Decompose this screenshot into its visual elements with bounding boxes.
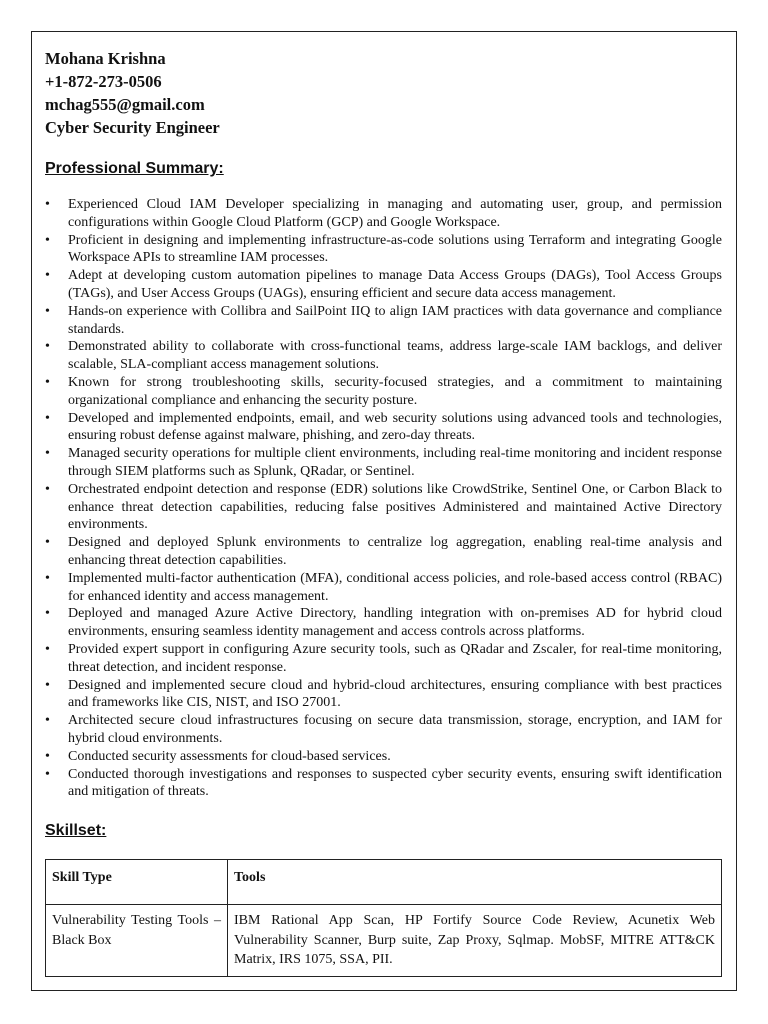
list-item xyxy=(45,677,722,713)
list-item-text: Implemented multi-factor authentication (MFA), conditional access policies, and role-based access control (RBAC) for enhanced identity and access management. xyxy=(68,570,722,604)
bullet-icon: • xyxy=(45,606,50,622)
tools-cell: IBM Rational App Scan, HP Fortify Source Code Review, Acunetix Web Vulnerability Scanner, Burp suite, Zap Proxy, Sqlmap. MobSF, MITRE ATT&CK Matrix, IRS 1075, SSA, PII. xyxy=(228,905,722,977)
table-row xyxy=(46,905,722,977)
list-item xyxy=(45,445,722,481)
list-item xyxy=(45,712,722,748)
list-item xyxy=(45,303,722,339)
candidate-email: mchag555@gmail.com xyxy=(45,95,205,114)
list-item xyxy=(45,766,722,802)
bullet-icon: • xyxy=(45,410,50,426)
list-item-text: Developed and implemented endpoints, email, and web security solutions using advanced tools and technologies, ensuring robust defense against malware, phishing, and zero-day threats. xyxy=(68,410,722,444)
list-item-text: Provided expert support in configuring Azure security tools, such as QRadar and Zscaler, for real-time monitoring, threat detection, and incident response. xyxy=(68,641,722,675)
bullet-icon: • xyxy=(45,766,50,782)
bullet-icon: • xyxy=(45,535,50,551)
list-item xyxy=(45,570,722,606)
list-item-text: Orchestrated endpoint detection and response (EDR) solutions like CrowdStrike, Sentinel One, or Carbon Black to enhance threat detection capabilities, reducing false positives Administered and maintained Active Directory environments. xyxy=(68,481,722,533)
skills-table xyxy=(45,859,722,977)
list-item xyxy=(45,481,722,534)
list-item-text: Conducted thorough investigations and responses to suspected cyber security events, ensuring swift identification and mitigation of threats. xyxy=(68,766,722,800)
resume-content xyxy=(45,47,722,977)
skillset-heading: Skillset: xyxy=(45,822,107,840)
list-item xyxy=(45,374,722,410)
summary-list xyxy=(45,196,722,801)
bullet-icon: • xyxy=(45,374,50,390)
bullet-icon: • xyxy=(45,713,50,729)
list-item-text: Managed security operations for multiple client environments, including real-time monitoring and incident response through SIEM platforms such as Splunk, QRadar, or Sentinel. xyxy=(68,446,722,479)
list-item-text: Demonstrated ability to collaborate with cross-functional teams, address large-scale IAM backlogs, and deliver scalable, SLA-compliant access management solutions. xyxy=(68,339,722,373)
list-item xyxy=(45,605,722,641)
candidate-name: Mohana Krishna xyxy=(45,49,166,68)
candidate-phone: +1-872-273-0506 xyxy=(45,72,162,91)
list-item xyxy=(45,641,722,677)
list-item xyxy=(45,196,722,232)
list-item-text: Hands-on experience with Collibra and SailPoint IIQ to align IAM practices with data governance and compliance standards. xyxy=(68,303,722,337)
bullet-icon: • xyxy=(45,748,50,764)
list-item-text: Proficient in designing and implementing infrastructure-as-code solutions using Terraform and integrating Google Workspace APIs to streamline IAM processes. xyxy=(68,232,722,266)
bullet-icon: • xyxy=(45,232,50,248)
list-item-text: Designed and implemented secure cloud and hybrid-cloud architectures, ensuring compliance with best practices and frameworks like CIS, NIST, and ISO 27001. xyxy=(68,677,722,711)
column-header-skill-type: Skill Type xyxy=(46,860,228,905)
bullet-icon: • xyxy=(45,446,50,462)
list-item-text: Deployed and managed Azure Active Directory, handling integration with on-premises AD for hybrid cloud environments, ensuring seamless identity management and access controls across platforms. xyxy=(68,606,722,640)
list-item xyxy=(45,748,722,766)
summary-heading: Professional Summary: xyxy=(45,160,224,177)
list-item xyxy=(45,534,722,570)
list-item-text: Known for strong troubleshooting skills, security-focused strategies, and a commitment to maintaining organizational compliance and enhancing the security posture. xyxy=(68,374,722,408)
list-item-text: Architected secure cloud infrastructures focusing on secure data transmission, storage, encryption, and IAM for hybrid cloud environments. xyxy=(68,713,722,746)
candidate-title: Cyber Security Engineer xyxy=(45,118,220,137)
list-item xyxy=(45,267,722,303)
list-item-text: Experienced Cloud IAM Developer specializing in managing and automating user, group, and permission configurations within Google Cloud Platform (GCP) and Google Workspace. xyxy=(68,197,722,230)
bullet-icon: • xyxy=(45,197,50,212)
skills-table-header-row xyxy=(46,860,722,905)
bullet-icon: • xyxy=(45,303,50,319)
skill-type-cell: Vulnerability Testing Tools – Black Box xyxy=(46,905,228,977)
bullet-icon: • xyxy=(45,570,50,586)
bullet-icon: • xyxy=(45,677,50,693)
list-item xyxy=(45,410,722,446)
bullet-icon: • xyxy=(45,268,50,284)
list-item-text: Conducted security assessments for cloud-based services. xyxy=(68,748,391,764)
list-item xyxy=(45,338,722,374)
bullet-icon: • xyxy=(45,339,50,355)
bullet-icon: • xyxy=(45,641,50,657)
list-item xyxy=(45,232,722,268)
bullet-icon: • xyxy=(45,481,50,497)
list-item-text: Designed and deployed Splunk environments to centralize log aggregation, enabling real-time analysis and enhancing threat detection capabilities. xyxy=(68,535,722,568)
column-header-tools: Tools xyxy=(228,860,722,905)
list-item-text: Adept at developing custom automation pipelines to manage Data Access Groups (DAGs), Tool Access Groups (TAGs), and User Access Groups (UAGs), ensuring efficient and secure data access management. xyxy=(68,268,722,301)
